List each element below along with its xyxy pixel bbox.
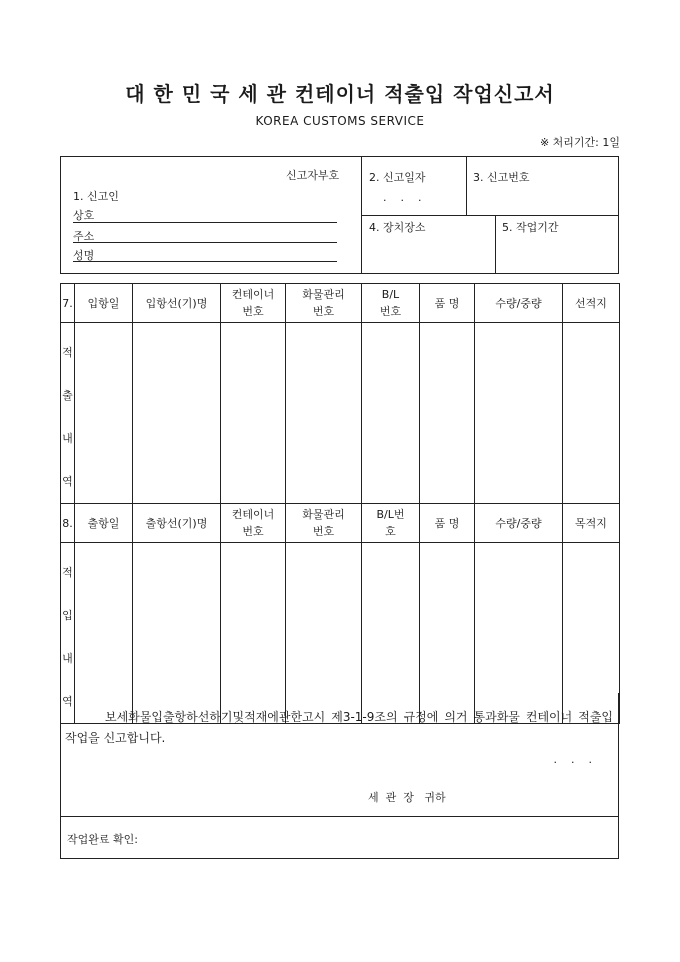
declaration-text: 보세화물입출항하선하기및적재에관한고시 제3-1-9조의 규정에 의거 통과화물 컨테이너 적출입 작업을 신고합니다.	[65, 710, 613, 745]
export-col-header: 품 명	[420, 284, 475, 323]
export-col-header: 컨테이너 번호	[221, 284, 286, 323]
report-date-label: 2. 신고일자	[369, 171, 426, 184]
name-label: 성명	[73, 249, 95, 262]
export-section-number: 7.	[61, 284, 75, 323]
name-field[interactable]	[73, 261, 337, 262]
company-label: 상호	[73, 209, 95, 222]
import-col-header: 화물관리 번호	[286, 504, 362, 543]
side-char: 출	[62, 389, 73, 402]
import-col-header: 컨테이너 번호	[221, 504, 286, 543]
export-col-header: 선적지	[563, 284, 620, 323]
export-cell[interactable]	[133, 323, 221, 504]
completion-box[interactable]	[60, 817, 619, 859]
address-field[interactable]	[73, 242, 337, 243]
export-cell[interactable]	[362, 323, 420, 504]
address-label: 주소	[73, 230, 95, 243]
export-cell[interactable]	[475, 323, 563, 504]
storage-location-label: 4. 장치장소	[369, 221, 426, 234]
completion-label: 작업완료 확인:	[67, 833, 138, 846]
export-col-header: 화물관리 번호	[286, 284, 362, 323]
info-divider-2	[466, 157, 467, 215]
side-char: 적	[62, 566, 73, 579]
import-col-header: 목적지	[563, 504, 620, 543]
import-col-header: 출항선(기)명	[133, 504, 221, 543]
work-period-label: 5. 작업기간	[502, 221, 559, 234]
report-number-label: 3. 신고번호	[473, 171, 530, 184]
reporter-info-box	[60, 156, 619, 274]
import-col-header: 출항일	[75, 504, 133, 543]
export-col-header: 수량/중량	[475, 284, 563, 323]
declaration-box	[60, 693, 619, 817]
export-cell[interactable]	[75, 323, 133, 504]
export-cell[interactable]	[563, 323, 620, 504]
form-title: 대 한 민 국 세 관 컨테이너 적출입 작업신고서	[125, 82, 555, 106]
processing-period-note: ※ 처리기간: 1일	[539, 136, 620, 149]
side-char: 적	[62, 346, 73, 359]
side-char: 내	[62, 432, 73, 445]
import-col-header: 수량/중량	[475, 504, 563, 543]
info-divider-3	[495, 215, 496, 273]
export-cell[interactable]	[420, 323, 475, 504]
export-col-header: B/L 번호	[362, 284, 420, 323]
export-side-label	[61, 323, 75, 504]
declaration-date-dots[interactable]: . . .	[553, 753, 592, 766]
company-field[interactable]	[73, 222, 337, 223]
export-col-header: 입항일	[75, 284, 133, 323]
report-date-dots: . . .	[383, 191, 422, 204]
cargo-details-table	[60, 283, 620, 724]
import-section-number: 8.	[61, 504, 75, 543]
reporter-label: 1. 신고인	[73, 190, 119, 203]
info-row-divider	[361, 215, 619, 216]
side-char: 역	[62, 475, 73, 488]
import-col-header: 품 명	[420, 504, 475, 543]
side-char: 입	[62, 609, 73, 622]
export-cell[interactable]	[286, 323, 362, 504]
side-char: 역	[62, 695, 73, 708]
side-char: 내	[62, 652, 73, 665]
import-col-header: B/L번 호	[362, 504, 420, 543]
customs-addressee: 세 관 장 귀하	[368, 791, 446, 804]
form-subtitle: KOREA CUSTOMS SERVICE	[255, 114, 425, 128]
export-col-header: 입항선(기)명	[133, 284, 221, 323]
reporter-code-label: 신고자부호	[286, 169, 340, 182]
export-cell[interactable]	[221, 323, 286, 504]
report-date-cell[interactable]	[361, 157, 466, 215]
